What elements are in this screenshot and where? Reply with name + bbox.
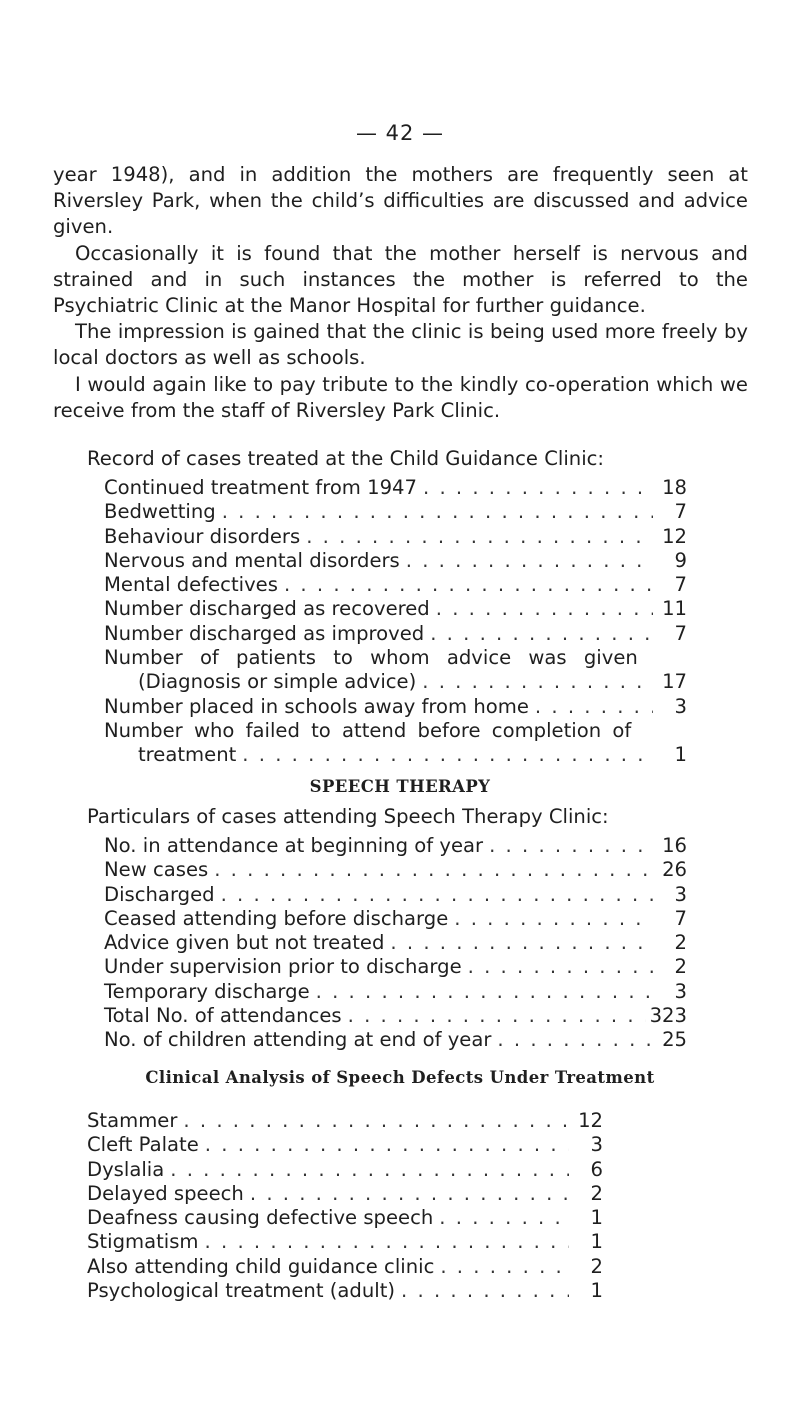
list-item: Advice given but not treated . . . 2 (104, 931, 687, 955)
child-guidance-list (104, 476, 687, 768)
list-item: Stammer . . . 12 (87, 1109, 603, 1133)
list-item: Number discharged as recovered . . . 11 (104, 597, 687, 621)
list-item: Temporary discharge . . . 3 (104, 980, 687, 1004)
list-item: New cases . . . 26 (104, 858, 687, 882)
list-item: Delayed speech . . . 2 (87, 1182, 603, 1206)
list-item: Behaviour disorders . . . 12 (104, 525, 687, 549)
list-item: Number who failed to attend before completion of (104, 718, 632, 742)
paragraph: The impression is gained that the clinic is being used more freely by local doctors as well as schools. (53, 320, 748, 370)
list-item: Nervous and mental disorders . . . 9 (104, 549, 687, 573)
paragraph: Occasionally it is found that the mother herself is nervous and strained and in such instances the mother is referred to the Psychiatric Clinic at the Manor Hospital for further guidance. (53, 241, 748, 318)
list-item: treatment . . . 1 (104, 743, 687, 767)
list-item: Continued treatment from 1947 . . . 18 (104, 476, 687, 500)
list-item: Ceased attending before discharge . . . 7 (104, 907, 687, 931)
list-item: Discharged . . . 3 (104, 883, 687, 907)
list-item: Number of patients to whom advice was given (104, 646, 638, 670)
list-item: Total No. of attendances . . . 323 (104, 1004, 687, 1028)
page-number: — 42 — (355, 121, 445, 145)
list-item: No. in attendance at beginning of year . . . 16 (104, 834, 687, 858)
list-item: (Diagnosis or simple advice) . . . 17 (104, 670, 687, 694)
list-item: Psychological treatment (adult) . . . 1 (87, 1279, 603, 1303)
list-item: Deafness causing defective speech . . . 1 (87, 1206, 603, 1230)
list-item: Number discharged as improved . . . 7 (104, 622, 687, 646)
list-item: Dyslalia . . . 6 (87, 1158, 603, 1182)
list-item: No. of children attending at end of year . . . 25 (104, 1028, 687, 1052)
speech-therapy-list (104, 834, 687, 1053)
child-guidance-intro: Record of cases treated at the Child Guidance Clinic: (87, 447, 605, 470)
body-text (53, 162, 748, 424)
list-item: Also attending child guidance clinic . . . 2 (87, 1255, 603, 1279)
list-item: Under supervision prior to discharge . . . 2 (104, 955, 687, 979)
clinical-analysis-heading: Clinical Analysis of Speech Defects Under Treatment (145, 1068, 655, 1087)
speech-therapy-heading: SPEECH THERAPY (309, 777, 491, 796)
list-item: Bedwetting . . . 7 (104, 500, 687, 524)
paragraph: I would again like to pay tribute to the kindly co-operation which we receive from the staff of Riversley Park Clinic. (53, 372, 748, 422)
list-item: Mental defectives . . . 7 (104, 573, 687, 597)
list-item: Number placed in schools away from home . . . 3 (104, 695, 687, 719)
speech-therapy-intro: Particulars of cases attending Speech Therapy Clinic: (87, 805, 609, 828)
clinical-analysis-list (87, 1109, 603, 1303)
list-item: Stigmatism . . . 1 (87, 1230, 603, 1254)
paragraph: year 1948), and in addition the mothers are frequently seen at Riversley Park, when the child’s difficulties are discussed and advice given. (53, 163, 748, 239)
list-item: Cleft Palate . . . 3 (87, 1133, 603, 1157)
